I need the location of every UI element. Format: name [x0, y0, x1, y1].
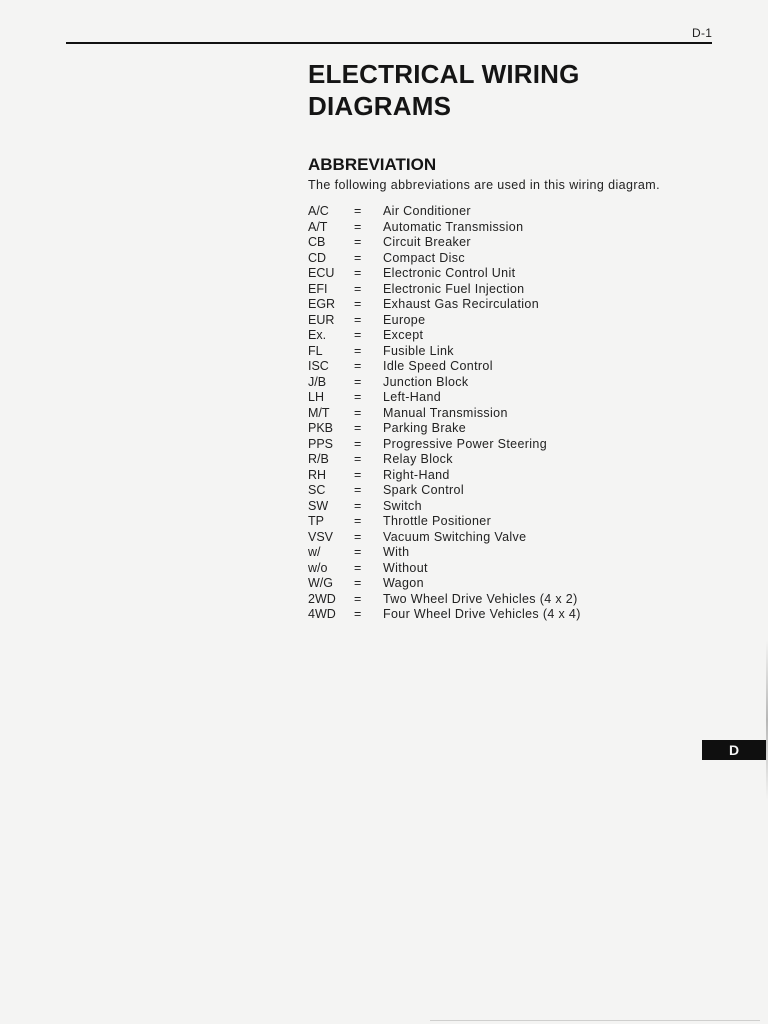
abbreviation-row: [308, 576, 628, 592]
abbreviation-row: [308, 530, 628, 546]
abbreviation-meaning: Switch: [383, 498, 422, 513]
abbreviation-meaning: Without: [383, 560, 428, 575]
equals-sign: =: [354, 235, 362, 249]
abbreviation-row: [308, 561, 628, 577]
equals-sign: =: [354, 452, 362, 466]
abbreviation-code: VSV: [308, 529, 334, 544]
abbreviation-meaning: Air Conditioner: [383, 204, 471, 218]
abbreviation-code: A/T: [308, 219, 328, 234]
equals-sign: =: [354, 343, 362, 358]
abbreviation-meaning: Electronic Control Unit: [383, 266, 516, 280]
equals-sign: =: [354, 297, 362, 311]
equals-sign: =: [354, 421, 362, 435]
abbreviation-meaning: Relay Block: [383, 452, 453, 466]
equals-sign: =: [354, 390, 362, 404]
section-heading: ABBREVIATION: [308, 155, 437, 174]
abbreviation-row: [308, 421, 628, 437]
scan-bottom-mark: [430, 1020, 760, 1021]
equals-sign: =: [354, 312, 362, 327]
abbreviation-code: ECU: [308, 266, 335, 280]
abbreviation-code: A/C: [308, 204, 329, 218]
abbreviation-code: ISC: [308, 359, 329, 373]
equals-sign: =: [354, 607, 362, 621]
abbreviation-meaning: Idle Speed Control: [383, 359, 493, 373]
abbreviation-meaning: Compact Disc: [383, 250, 465, 265]
abbreviation-row: [308, 468, 628, 484]
equals-sign: =: [354, 483, 362, 497]
equals-sign: =: [354, 374, 362, 389]
equals-sign: =: [354, 498, 362, 513]
page-number: D-1: [692, 26, 713, 40]
equals-sign: =: [354, 467, 362, 482]
abbreviation-meaning: Manual Transmission: [383, 405, 508, 420]
abbreviation-code: EGR: [308, 297, 336, 311]
equals-sign: =: [354, 281, 362, 296]
section-tab-d: D: [702, 740, 766, 760]
abbreviation-code: w/o: [308, 560, 328, 575]
abbreviation-meaning: Circuit Breaker: [383, 235, 471, 249]
equals-sign: =: [354, 359, 362, 373]
abbreviation-meaning: With: [383, 545, 410, 559]
abbreviation-code: 4WD: [308, 607, 336, 621]
abbreviation-row: [308, 390, 628, 406]
abbreviation-meaning: Vacuum Switching Valve: [383, 529, 527, 544]
abbreviation-meaning: Except: [383, 328, 424, 342]
abbreviation-meaning: Automatic Transmission: [383, 219, 524, 234]
abbreviation-row: [308, 607, 628, 623]
abbreviation-meaning: Junction Block: [383, 374, 469, 389]
equals-sign: =: [354, 219, 362, 234]
header-rule: [66, 42, 712, 44]
abbreviation-row: [308, 406, 628, 422]
abbreviation-row: [308, 266, 628, 282]
abbreviation-row: [308, 499, 628, 515]
abbreviation-meaning: Europe: [383, 312, 426, 327]
equals-sign: =: [354, 266, 362, 280]
equals-sign: =: [354, 328, 362, 342]
abbreviation-row: [308, 297, 628, 313]
equals-sign: =: [354, 591, 362, 606]
abbreviation-row: [308, 328, 628, 344]
abbreviation-row: [308, 592, 628, 608]
equals-sign: =: [354, 405, 362, 420]
abbreviation-code: Ex.: [308, 328, 327, 342]
equals-sign: =: [354, 514, 362, 528]
equals-sign: =: [354, 250, 362, 265]
abbreviation-code: SW: [308, 498, 329, 513]
abbreviation-row: [308, 375, 628, 391]
abbreviation-row: [308, 251, 628, 267]
abbreviation-meaning: Two Wheel Drive Vehicles (4 x 2): [383, 591, 578, 606]
abbreviation-code: M/T: [308, 405, 330, 420]
abbreviation-meaning: Exhaust Gas Recirculation: [383, 297, 540, 311]
abbreviation-row: [308, 282, 628, 298]
abbreviation-code: w/: [308, 545, 321, 559]
abbreviation-row: [308, 204, 628, 220]
abbreviation-meaning: Fusible Link: [383, 343, 454, 358]
abbreviation-meaning: Progressive Power Steering: [383, 436, 548, 451]
page-title: ELECTRICAL WIRING DIAGRAMS: [308, 59, 580, 121]
abbreviation-code: R/B: [308, 452, 329, 466]
abbreviation-code: PPS: [308, 436, 334, 451]
equals-sign: =: [354, 529, 362, 544]
abbreviation-row: [308, 359, 628, 375]
abbreviation-code: SC: [308, 483, 326, 497]
abbreviation-row: [308, 545, 628, 561]
abbreviation-meaning: Wagon: [383, 576, 424, 590]
abbreviation-meaning: Electronic Fuel Injection: [383, 281, 525, 296]
abbreviation-meaning: Right-Hand: [383, 467, 450, 482]
equals-sign: =: [354, 204, 362, 218]
abbreviation-meaning: Four Wheel Drive Vehicles (4 x 4): [383, 607, 581, 621]
abbreviation-code: 2WD: [308, 591, 336, 606]
abbreviation-list: [308, 204, 628, 623]
abbreviation-code: CB: [308, 235, 326, 249]
abbreviation-meaning: Left-Hand: [383, 390, 442, 404]
abbreviation-row: [308, 235, 628, 251]
abbreviation-row: [308, 514, 628, 530]
abbreviation-row: [308, 437, 628, 453]
abbreviation-meaning: Throttle Positioner: [383, 514, 492, 528]
abbreviation-code: LH: [308, 390, 324, 404]
abbreviation-code: TP: [308, 514, 324, 528]
abbreviation-code: RH: [308, 467, 327, 482]
abbreviation-code: W/G: [308, 576, 333, 590]
abbreviation-code: FL: [308, 343, 323, 358]
equals-sign: =: [354, 436, 362, 451]
equals-sign: =: [354, 576, 362, 590]
abbreviation-code: EUR: [308, 312, 335, 327]
equals-sign: =: [354, 560, 362, 575]
abbreviation-code: EFI: [308, 281, 328, 296]
abbreviation-code: PKB: [308, 421, 334, 435]
equals-sign: =: [354, 545, 362, 559]
abbreviation-code: CD: [308, 250, 327, 265]
abbreviation-code: J/B: [308, 374, 327, 389]
abbreviation-row: [308, 220, 628, 236]
abbreviation-row: [308, 452, 628, 468]
section-intro: The following abbreviations are used in this wiring diagram.: [308, 178, 660, 192]
abbreviation-row: [308, 344, 628, 360]
abbreviation-row: [308, 313, 628, 329]
abbreviation-row: [308, 483, 628, 499]
abbreviation-meaning: Spark Control: [383, 483, 464, 497]
abbreviation-meaning: Parking Brake: [383, 421, 467, 435]
